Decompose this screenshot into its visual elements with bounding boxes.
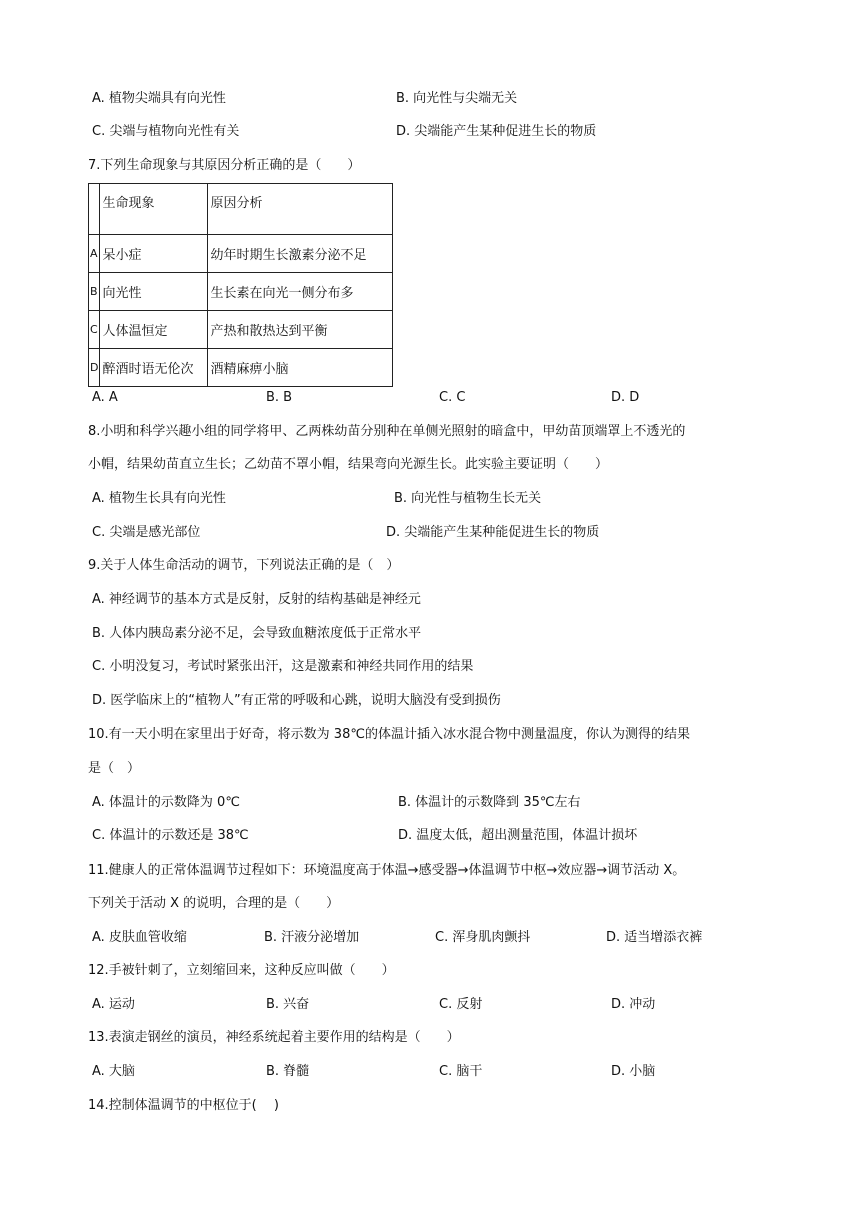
q8-stem-line1: 8.小明和科学兴趣小组的同学将甲、乙两株幼苗分别种在单侧光照射的暗盒中，甲幼苗顶端罩上不透光的 — [88, 424, 686, 439]
table-cell-phenomenon: 呆小症 — [100, 235, 208, 273]
q11-option-d[interactable]: D. 适当增添衣裤 — [606, 930, 703, 945]
q7-option-a[interactable]: A. A — [92, 390, 118, 405]
q10-stem-line2: 是（ ） — [88, 761, 141, 776]
q9-option-a[interactable]: A. 神经调节的基本方式是反射，反射的结构基础是神经元 — [92, 592, 421, 607]
q13-option-b[interactable]: B. 脊髓 — [266, 1064, 310, 1079]
q6-option-d[interactable]: D. 尖端能产生某种促进生长的物质 — [396, 124, 597, 139]
q10-option-c[interactable]: C. 体温计的示数还是 38℃ — [92, 828, 249, 843]
q9-option-c[interactable]: C. 小明没复习，考试时紧张出汗，这是激素和神经共同作用的结果 — [92, 659, 474, 674]
q12-option-a[interactable]: A. 运动 — [92, 997, 135, 1012]
q12-stem: 12.手被针刺了，立刻缩回来，这种反应叫做（ ） — [88, 963, 395, 978]
q10-option-b[interactable]: B. 体温计的示数降到 35℃左右 — [398, 795, 581, 810]
table-cell-cause: 产热和散热达到平衡 — [208, 311, 393, 349]
q13-option-a[interactable]: A. 大脑 — [92, 1064, 135, 1079]
q6-option-a[interactable]: A. 植物尖端具有向光性 — [92, 91, 226, 106]
table-row-key: D — [89, 349, 100, 387]
table-cell-cause: 幼年时期生长激素分泌不足 — [208, 235, 393, 273]
q10-option-d[interactable]: D. 温度太低，超出测量范围，体温计损坏 — [398, 828, 638, 843]
table-row — [89, 235, 393, 273]
q12-option-c[interactable]: C. 反射 — [439, 997, 483, 1012]
table-header-phenomenon: 生命现象 — [100, 184, 208, 235]
q13-option-c[interactable]: C. 脑干 — [439, 1064, 483, 1079]
q14-stem: 14.控制体温调节的中枢位于( ) — [88, 1098, 279, 1113]
table-row — [89, 273, 393, 311]
q7-option-c[interactable]: C. C — [439, 390, 466, 405]
q8-option-b[interactable]: B. 向光性与植物生长无关 — [394, 491, 542, 506]
q6-option-b[interactable]: B. 向光性与尖端无关 — [396, 91, 518, 106]
q8-option-c[interactable]: C. 尖端是感光部位 — [92, 525, 201, 540]
table-cell-cause: 生长素在向光一侧分布多 — [208, 273, 393, 311]
q9-option-b[interactable]: B. 人体内胰岛素分泌不足，会导致血糖浓度低于正常水平 — [92, 626, 422, 641]
table-key-header — [89, 184, 100, 235]
q11-option-c[interactable]: C. 浑身肌肉颤抖 — [435, 930, 531, 945]
q10-stem-line1: 10.有一天小明在家里出于好奇，将示数为 38℃的体温计插入冰水混合物中测量温度，你认为测得的结果 — [88, 727, 690, 742]
q8-option-a[interactable]: A. 植物生长具有向光性 — [92, 491, 226, 506]
q6-option-c[interactable]: C. 尖端与植物向光性有关 — [92, 124, 240, 139]
q13-option-d[interactable]: D. 小脑 — [611, 1064, 656, 1079]
q11-option-a[interactable]: A. 皮肤血管收缩 — [92, 930, 187, 945]
table-cell-phenomenon: 向光性 — [100, 273, 208, 311]
table-cell-cause: 酒精麻痹小脑 — [208, 349, 393, 387]
q12-option-d[interactable]: D. 冲动 — [611, 997, 656, 1012]
q7-option-b[interactable]: B. B — [266, 390, 293, 405]
q12-option-b[interactable]: B. 兴奋 — [266, 997, 310, 1012]
q7-option-d[interactable]: D. D — [611, 390, 640, 405]
q9-stem: 9.关于人体生命活动的调节，下列说法正确的是（ ） — [88, 558, 400, 573]
table-row-key: B — [89, 273, 100, 311]
q9-option-d[interactable]: D. 医学临床上的“植物人”有正常的呼吸和心跳，说明大脑没有受到损伤 — [92, 693, 501, 708]
q7-table — [88, 183, 393, 387]
table-cell-phenomenon: 人体温恒定 — [100, 311, 208, 349]
q10-option-a[interactable]: A. 体温计的示数降为 0℃ — [92, 795, 240, 810]
table-row-key: A — [89, 235, 100, 273]
q11-stem-line2: 下列关于活动 X 的说明，合理的是（ ） — [88, 896, 340, 911]
table-header-row — [89, 184, 393, 235]
table-row — [89, 311, 393, 349]
q8-stem-line2: 小帽，结果幼苗直立生长；乙幼苗不罩小帽，结果弯向光源生长。此实验主要证明（ ） — [88, 457, 609, 472]
q11-option-b[interactable]: B. 汗液分泌增加 — [264, 930, 360, 945]
q11-stem-line1: 11.健康人的正常体温调节过程如下：环境温度高于体温→感受器→体温调节中枢→效应器→调节活动 X。 — [88, 863, 686, 878]
table-row-key: C — [89, 311, 100, 349]
table-cell-phenomenon: 醉酒时语无伦次 — [100, 349, 208, 387]
table-row — [89, 349, 393, 387]
q7-stem: 7.下列生命现象与其原因分析正确的是（ ） — [88, 158, 361, 173]
table-header-cause: 原因分析 — [208, 184, 393, 235]
q8-option-d[interactable]: D. 尖端能产生某种能促进生长的物质 — [386, 525, 600, 540]
q13-stem: 13.表演走钢丝的演员，神经系统起着主要作用的结构是（ ） — [88, 1030, 460, 1045]
